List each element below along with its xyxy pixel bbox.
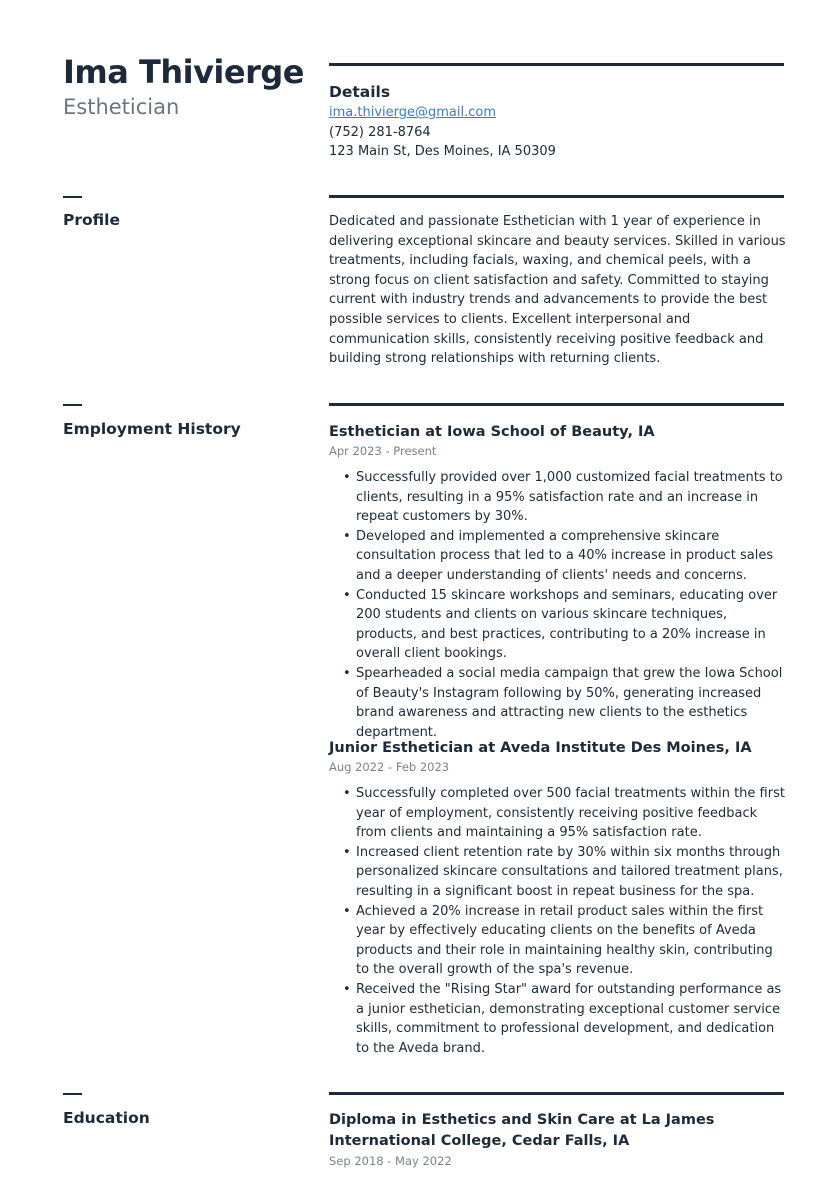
education-entry [329,1110,784,1170]
candidate-title: Esthetician [63,95,180,119]
job-bullet: • Successfully provided over 1,000 customized facial treatments to clients, resulting in a 95% satisfaction rate and an increase in repeat customers by 30%. [356,468,789,527]
job-bullet: • Received the "Rising Star" award for outstanding performance as a junior esthetician, demonstrating exceptional customer service skills, commitment to professional development, and dedication to the Aveda brand. [356,980,789,1058]
job-bullet: • Successfully completed over 500 facial treatments within the first year of employment, consistently receiving positive feedback from clients and maintaining a 95% satisfaction rate. [356,784,789,843]
profile-summary: Dedicated and passionate Esthetician with 1 year of experience in delivering exceptional skincare and beauty services. Skilled in various treatments, including facials, waxing, and chemical peels, with a strong focus on client satisfaction and safety. Committed to staying current with industry trends and advancements to provide the best possible services to clients. Excellent interpersonal and communication skills, consistently receiving positive feedback and building strong relationships with returning clients. [329,214,786,367]
education-heading: Education [63,1109,150,1127]
job-bullets [329,784,789,1058]
education-dates: Sep 2018 - May 2022 [329,1154,452,1168]
candidate-name: Ima Thivierge [63,53,304,91]
job-bullet: • Conducted 15 skincare workshops and seminars, educating over 200 students and clients on various skincare techniques, products, and best practices, contributing to a 20% increase in overall client bookings. [356,586,789,664]
details-block [329,103,556,162]
profile-dash [63,196,82,198]
profile-heading: Profile [63,211,120,229]
profile-divider [329,195,784,198]
employment-heading: Employment History [63,420,241,438]
email-link[interactable]: ima.thivierge@gmail.com [329,105,496,120]
education-divider [329,1092,784,1095]
details-divider [329,63,784,66]
job-bullet: • Spearheaded a social media campaign that grew the Iowa School of Beauty's Instagram following by 50%, generating increased brand awareness and attracting new clients to the esthetics department. [356,664,789,742]
job-title: Esthetician at Iowa School of Beauty, IA [329,424,655,440]
job-bullet: • Achieved a 20% increase in retail product sales within the first year by effectively educating clients on the benefits of Aveda products and their role in maintaining healthy skin, contributing to the overall growth of the spa's revenue. [356,902,789,980]
job-dates: Apr 2023 - Present [329,444,437,458]
job-title: Junior Esthetician at Aveda Institute Des Moines, IA [329,740,752,756]
phone-number: (752) 281-8764 [329,124,431,140]
education-title: Diploma in Esthetics and Skin Care at La James International College, Cedar Falls, IA [329,1112,715,1149]
employment-dash [63,404,82,406]
education-dash [63,1093,82,1095]
job-bullet: • Developed and implemented a comprehensive skincare consultation process that led to a 40% increase in product sales and a deeper understanding of clients' needs and concerns. [356,527,789,586]
job-entry [329,738,789,1058]
address: 123 Main St, Des Moines, IA 50309 [329,144,556,160]
employment-divider [329,403,784,406]
details-heading: Details [329,83,391,101]
job-entry [329,422,789,742]
job-bullets [329,468,789,742]
job-dates: Aug 2022 - Feb 2023 [329,760,450,774]
job-bullet: • Increased client retention rate by 30% within six months through personalized skincare consultations and tailored treatment plans, resulting in a significant boost in repeat business for the spa. [356,843,789,902]
